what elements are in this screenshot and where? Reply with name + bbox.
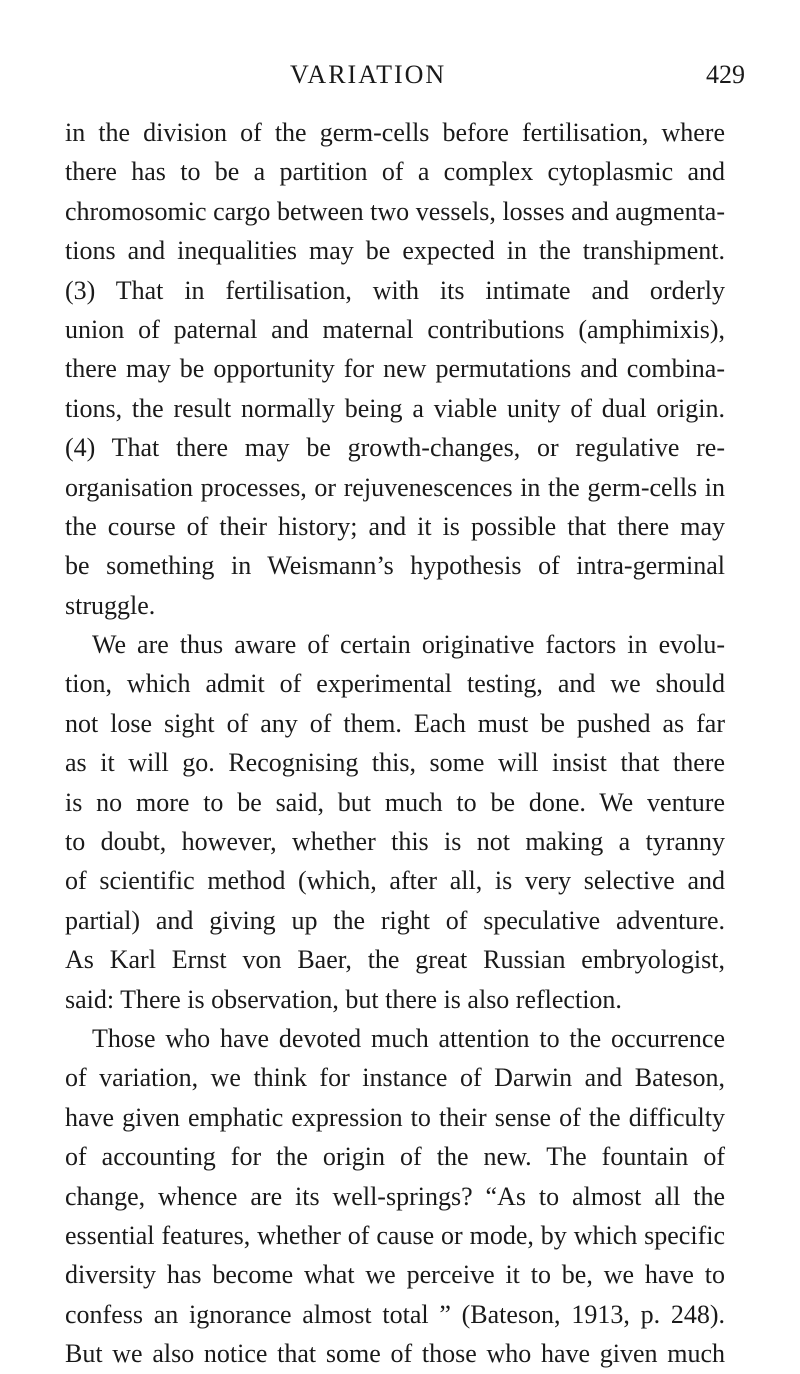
text-line: to doubt, however, whether this is not making a tyranny [65,827,725,857]
text-line: be something in Weismann’s hypothesis of intra-germinal [65,551,725,581]
text-line: But we also notice that some of those who have given much [65,1339,725,1369]
text-line: As Karl Ernst von Baer, the great Russian embryologist, [65,945,725,975]
text-line: of accounting for the origin of the new. The fountain of [65,1142,725,1172]
text-line: confess an ignorance almost total ” (Bateson, 1913, p. 248). [65,1299,725,1329]
running-head [0,60,800,100]
text-line: of variation, we think for instance of Darwin and Bateson, [65,1063,725,1093]
text-line: there has to be a partition of a complex cytoplasmic and [65,157,725,187]
text-line: chromosomic cargo between two vessels, losses and augmenta- [65,196,725,226]
text-line: tion, which admit of experimental testing, and we should [65,669,725,699]
text-line: partial) and giving up the right of speculative adventure. [65,905,725,935]
text-line: struggle. [65,590,156,620]
text-line: essential features, whether of cause or mode, by which specific [65,1220,725,1250]
text-line: have given emphatic expression to their sense of the difficulty [65,1102,725,1132]
text-line: not lose sight of any of them. Each must be pushed as far [65,708,725,738]
text-line: there may be opportunity for new permutations and combina- [65,354,725,384]
page-number: 429 [706,60,745,89]
body-text [65,113,725,1374]
text-line: of scientific method (which, after all, is very selective and [65,866,725,896]
text-line: tions and inequalities may be expected in the transhipment. [65,236,725,266]
text-line: change, whence are its well-springs? “As to almost all the [65,1181,725,1211]
text-line: tions, the result normally being a viable unity of dual origin. [65,393,725,423]
text-line: as it will go. Recognising this, some will insist that there [65,748,725,778]
text-line: union of paternal and maternal contributions (amphimixis), [65,314,725,344]
text-line: Those who have devoted much attention to the occurrence [92,1023,725,1053]
text-line: in the division of the germ-cells before fertilisation, where [65,118,725,147]
text-line: We are thus aware of certain originative factors in evolu- [92,630,725,660]
text-line: diversity has become what we perceive it to be, we have to [65,1260,725,1290]
text-line: is no more to be said, but much to be done. We venture [65,787,725,817]
text-line: (3) That in fertilisation, with its intimate and orderly [65,275,725,305]
text-line: the course of their history; and it is possible that there may [65,511,725,541]
text-line: said: There is observation, but there is also reflection. [65,984,622,1014]
text-line: (4) That there may be growth-changes, or regulative re- [65,433,725,463]
text-line: organisation processes, or rejuvenescences in the germ-cells in [65,472,725,502]
running-title: VARIATION [290,60,447,89]
